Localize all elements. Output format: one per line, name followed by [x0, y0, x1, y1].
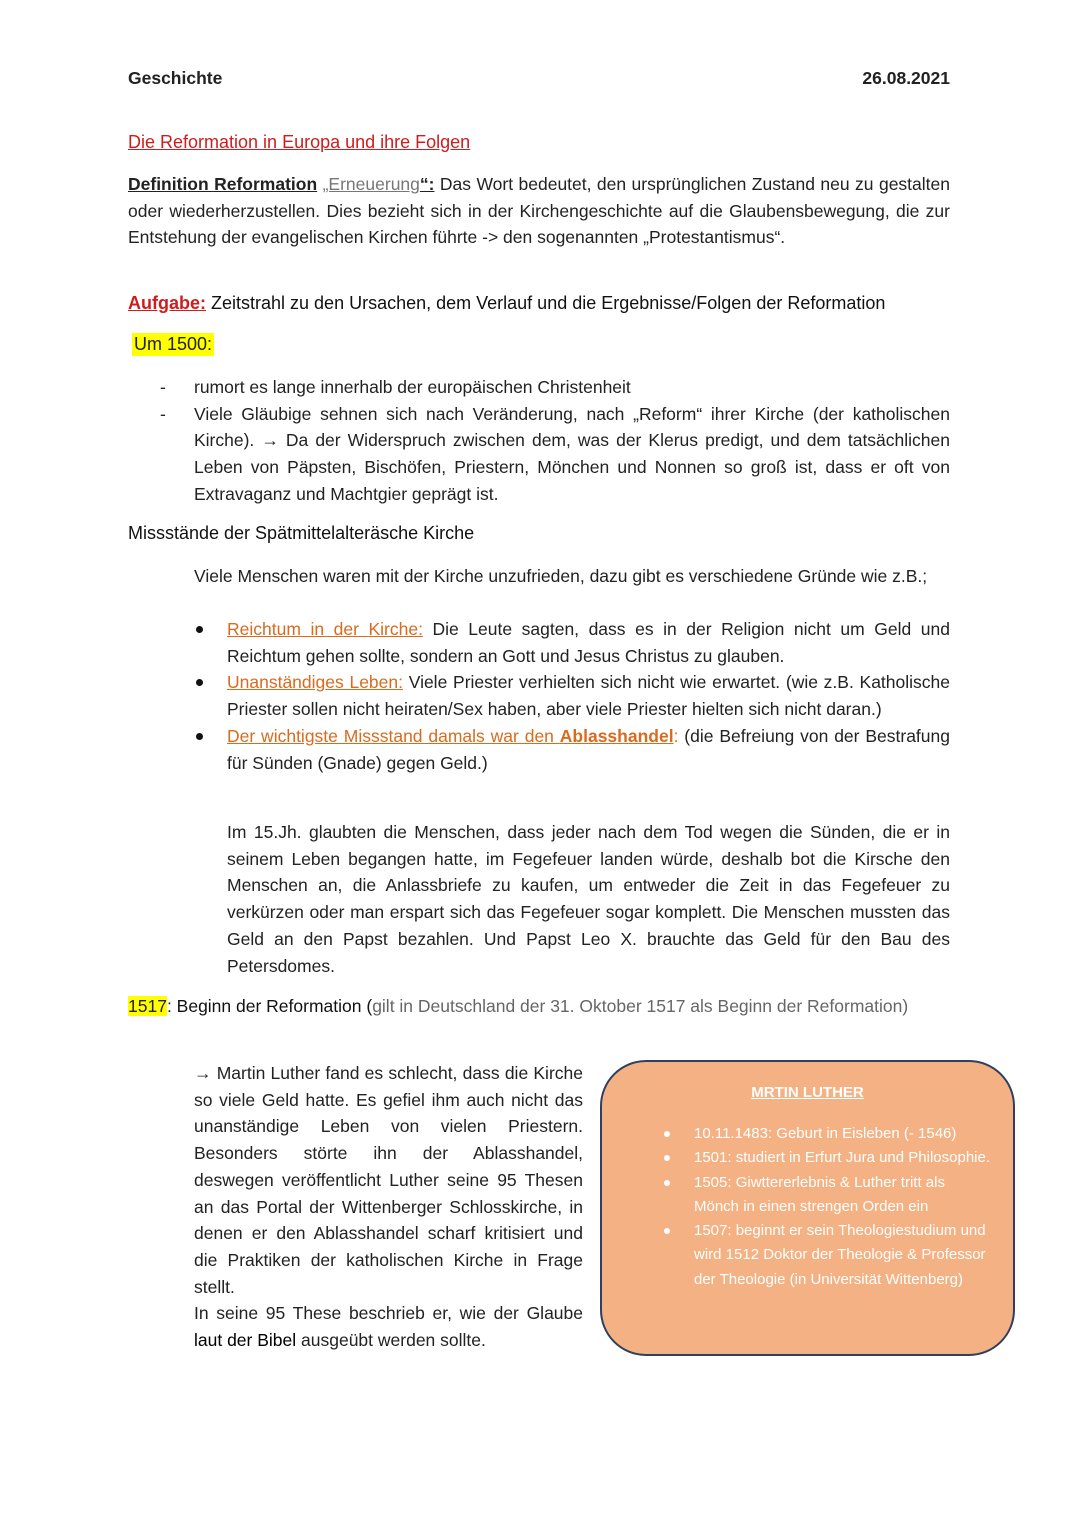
um1500-heading: Um 1500:: [134, 334, 213, 354]
page-title: Die Reformation in Europa und ihre Folgen: [128, 132, 471, 152]
definition-term: „Erneuerung: [322, 174, 420, 194]
dash-marker: -: [160, 403, 166, 424]
card-bullet: [664, 1131, 670, 1137]
y1517-title: : Beginn der Reformation (: [166, 996, 373, 1016]
luther-text: → Martin Luther fand es schlecht, dass die Kirche so viele Geld hatte. Es gefiel ihm auch nicht das unanständige Leben von vielen Priestern. Besonders störte ihn der Ablasshandel, deswegen veröffentlicht Luther seine 95 Thesen an das Portal der Wittenberger Schlosskirche, in denen er den Ablasshandel scharf kritisiert und die Praktiken der katholischen Kirche in Frage stellt.: [194, 1063, 583, 1297]
bullet-dot: [196, 733, 203, 740]
dash-marker: -: [160, 377, 166, 397]
bullet-item: [227, 669, 950, 722]
card-item: 1505: Giwttererlebnis & Luther tritt als Mönch in einen strengen Orden ein: [694, 1171, 994, 1220]
card-title: MRTIN LUTHER: [751, 1084, 864, 1101]
um1500-list: [160, 374, 950, 508]
bullet-item: [227, 616, 950, 669]
card-bullet: [664, 1228, 670, 1234]
bullet-label-bold: Ablasshandel: [559, 725, 674, 746]
bullet-text: Viele Priester verhielten sich nicht wie erwartet. (wie z.B. Katholische Priester sollen nicht heiraten/Sex haben, aber viele Priester hielten sich nicht daran.): [227, 672, 950, 720]
card-item: 1507: beginnt er sein Theologiestudium und wird 1512 Doktor der Theologie & Professor der Theologie (in Universität Wittenberg): [694, 1219, 994, 1292]
year-1517: 1517: [128, 996, 167, 1016]
bullet-label: Reichtum in der Kirche:: [227, 619, 423, 639]
list-item-text: rumort es lange innerhalb der europäischen Christenheit: [194, 377, 631, 397]
luther-card: [600, 1060, 1015, 1356]
bullet-item: [227, 723, 950, 776]
definition-paragraph: [128, 171, 950, 251]
date-label: 26.08.2021: [862, 68, 950, 88]
card-bullet: [664, 1155, 670, 1161]
bullet-label: Der wichtigste Missstand damals war den: [227, 725, 560, 746]
bullet-text: (die Befreiung von der Bestrafung für Sünden (Gnade) gegen Geld.): [227, 725, 950, 773]
bullet-dot: [196, 679, 203, 686]
list-item: [160, 374, 950, 401]
card-list: [694, 1122, 994, 1292]
definition-text: Das Wort bedeutet, den ursprünglichen Zustand neu zu gestalten oder wiederherzustellen. Dies bezieht sich in der Kirchengeschichte auf die Glaubensbewegung, die zur Entstehung der evangelischen Kirchen führte -> den sogenannten „Protestantismus“.: [128, 174, 950, 248]
bullet-dot: [196, 626, 203, 633]
task-line: [128, 293, 885, 314]
missstaende-bullets: [227, 616, 950, 776]
card-item: 10.11.1483: Geburt in Eisleben (- 1546): [694, 1122, 994, 1146]
missstaende-intro: Viele Menschen waren mit der Kirche unzufrieden, dazu gibt es verschiedene Gründe wie z.B.;: [194, 566, 928, 586]
list-item-text: Viele Gläubige sehnen sich nach Veränderung, nach „Reform“ ihrer Kirche (der katholischen Kirche). → Da der Widerspruch zwischen dem, was der Klerus predigt, und dem tatsächlichen Leben von Päpsten, Bischöfen, Priestern, Mönchen und Nonnen so groß ist, dass er oft von Extravaganz und Machtgier geprägt ist.: [194, 403, 950, 504]
missstaende-heading: Missstände der Spätmittelalteräsche Kirche: [128, 523, 475, 543]
subject-label: Geschichte: [128, 68, 223, 88]
bullet-text: Die Leute sagten, dass es in der Religion nicht um Geld und Reichtum gehen sollte, sondern an Gott und Jesus Christus zu glauben.: [227, 619, 950, 666]
definition-label: Definition Reformation: [128, 174, 318, 194]
card-bullet: [664, 1180, 670, 1186]
card-item: 1501: studiert in Erfurt Jura und Philosophie.: [694, 1146, 994, 1170]
definition-colon: “:: [419, 174, 435, 194]
y1517-note: gilt in Deutschland der 31. Oktober 1517 als Beginn der Reformation): [372, 996, 909, 1016]
bullet-label: Unanständiges Leben:: [227, 672, 403, 693]
task-text: Zeitstrahl zu den Ursachen, dem Verlauf und die Ergebnisse/Folgen der Reformation: [211, 293, 886, 313]
luther-paragraph: [194, 1060, 583, 1354]
list-item: [160, 401, 950, 508]
luther-text-2: In seine 95 These beschrieb er, wie der Glaube laut der Bibel ausgeübt werden sollte.: [194, 1303, 583, 1351]
ablass-paragraph: Im 15.Jh. glaubten die Menschen, dass jeder nach dem Tod wegen die Sünden, die er in seinem Leben begangen hatte, im Fegefeuer landen würde, deshalb bot die Kirsche den Menschen an, die Anlassbriefe zu kaufen, um entweder die Zeit in das Fegefeuer zu verkürzen oder man erspart sich das Fegefeuer sogar komplett. Die Menschen mussten das Geld an den Papst bezahlen. Und Papst Leo X. brauchte das Geld für den Bau des Petersdomes.: [227, 822, 950, 976]
bullet-colon: :: [673, 725, 679, 746]
y1517-heading: [128, 993, 950, 1020]
task-label: Aufgabe:: [128, 293, 206, 313]
